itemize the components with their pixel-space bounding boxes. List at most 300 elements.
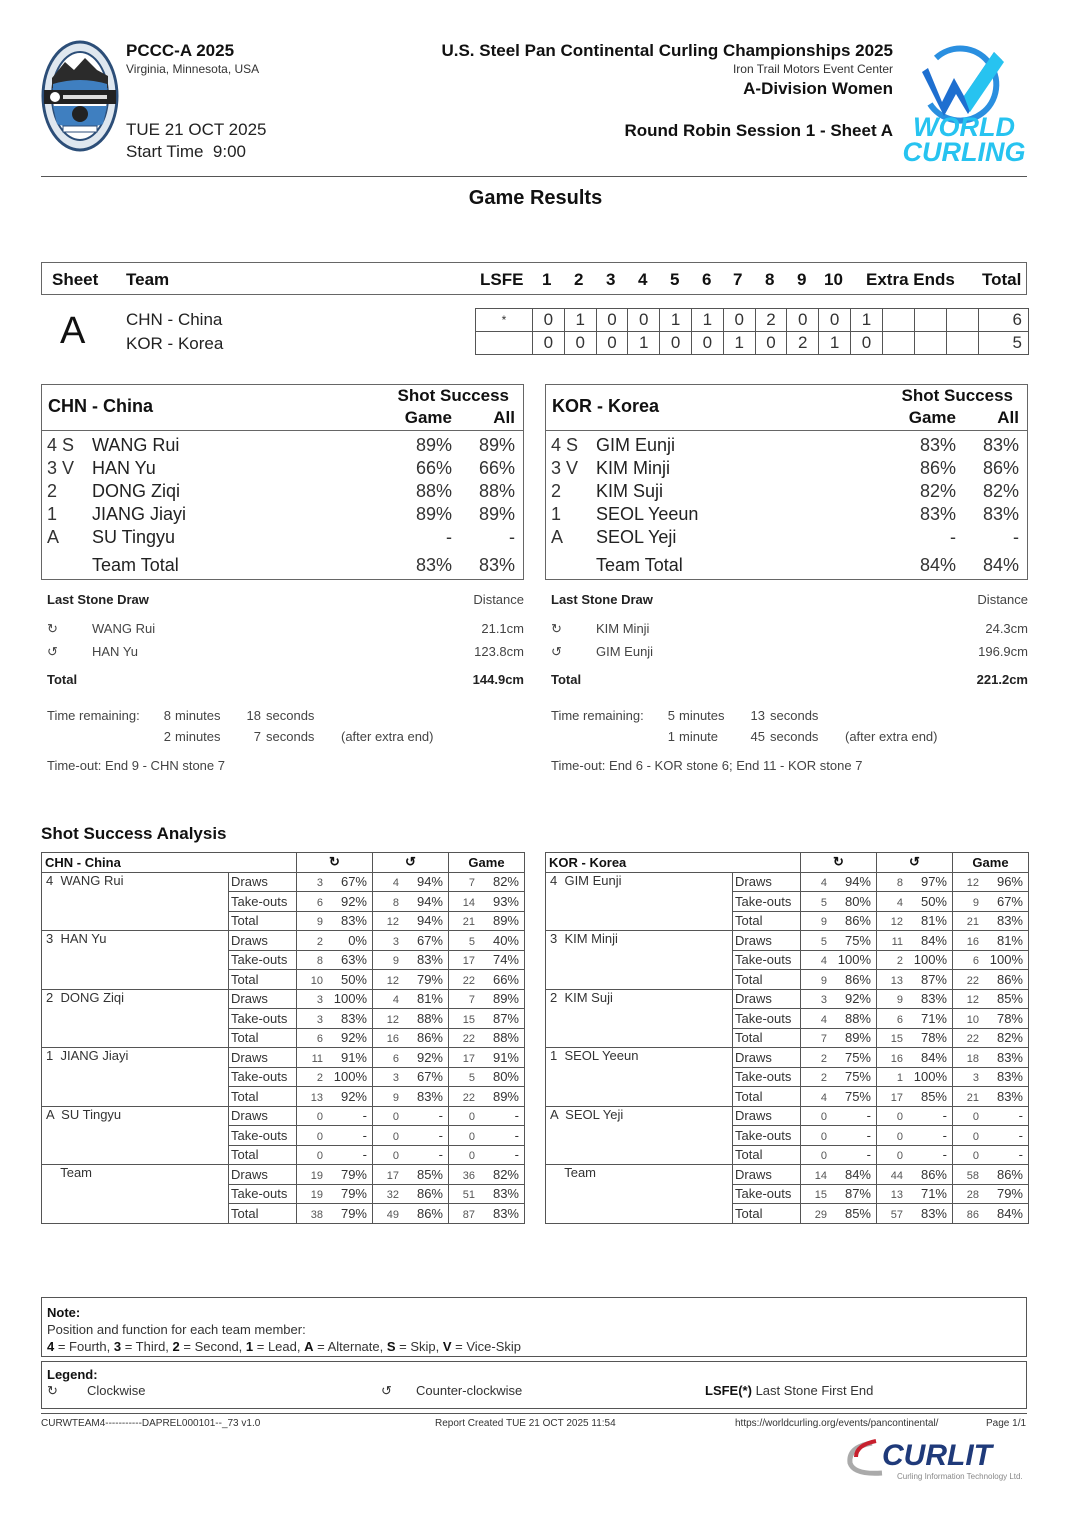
analysis-category: Draws bbox=[733, 1165, 801, 1185]
analysis-cell bbox=[297, 1009, 373, 1029]
shot-pct: 83% bbox=[920, 991, 947, 1007]
analysis-cell bbox=[449, 950, 525, 970]
shot-success-label: Shot Success bbox=[901, 386, 1013, 405]
shot-count: 2 bbox=[316, 1072, 323, 1085]
analysis-cell bbox=[877, 911, 953, 931]
shot-pct: 89% bbox=[492, 991, 519, 1007]
shot-pct: 87% bbox=[844, 1186, 871, 1202]
shot-count: 0 bbox=[820, 1111, 827, 1124]
shot-count: 16 bbox=[386, 1033, 399, 1046]
col-end-10: 10 bbox=[824, 270, 843, 289]
analysis-cell bbox=[953, 931, 1029, 951]
analysis-cell bbox=[877, 1145, 953, 1165]
shot-count: 3 bbox=[972, 1072, 979, 1085]
shot-count: 28 bbox=[966, 1189, 979, 1202]
shot-count: 9 bbox=[820, 974, 827, 987]
shot-pct: 88% bbox=[844, 1010, 871, 1026]
col-end-5: 5 bbox=[670, 270, 680, 289]
analysis-player: 4 GIM Eunji bbox=[546, 872, 733, 931]
team-summary-kor bbox=[545, 384, 1028, 580]
shot-count: 22 bbox=[462, 1033, 475, 1046]
player-game-pct: 86% bbox=[919, 458, 956, 478]
shot-pct: 0% bbox=[348, 932, 367, 948]
footer-divider bbox=[41, 1413, 1027, 1414]
analysis-cell bbox=[801, 872, 877, 892]
counter-clockwise-icon: ↺ bbox=[373, 853, 449, 873]
shot-pct: 83% bbox=[996, 1069, 1023, 1085]
analysis-cell bbox=[373, 1048, 449, 1068]
end-score: 0 bbox=[596, 332, 628, 355]
analysis-cell bbox=[801, 950, 877, 970]
note-key: 4 bbox=[47, 1339, 55, 1354]
analysis-player: 2 KIM Suji bbox=[546, 989, 733, 1048]
analysis-row bbox=[546, 1106, 1029, 1126]
shot-count: 1 bbox=[896, 1072, 903, 1085]
analysis-cell bbox=[297, 1087, 373, 1107]
player-all-pct: 66% bbox=[478, 458, 515, 478]
analysis-row bbox=[42, 1165, 525, 1185]
col-end-8: 8 bbox=[765, 270, 775, 289]
note-value: = Alternate, bbox=[313, 1339, 387, 1354]
shot-count: 29 bbox=[814, 1208, 827, 1221]
note-title: Note: bbox=[47, 1305, 81, 1320]
analysis-cell bbox=[449, 1028, 525, 1048]
shot-pct: - bbox=[514, 1108, 519, 1124]
lsd-total-row bbox=[41, 672, 524, 695]
note-items bbox=[47, 1339, 521, 1354]
session-title: Round Robin Session 1 - Sheet A bbox=[624, 121, 893, 140]
player-row bbox=[42, 525, 523, 548]
lsd-distance: 21.1cm bbox=[481, 621, 524, 636]
analysis-category: Take-outs bbox=[229, 1009, 297, 1029]
analysis-cell bbox=[801, 911, 877, 931]
analysis-title: Shot Success Analysis bbox=[41, 824, 227, 843]
analysis-cell bbox=[297, 1165, 373, 1185]
analysis-player: A SU Tingyu bbox=[42, 1106, 229, 1165]
analysis-category: Draws bbox=[229, 872, 297, 892]
shot-pct: 71% bbox=[920, 1186, 947, 1202]
shot-pct: 94% bbox=[416, 893, 443, 909]
legend-lsfe-key: LSFE(*) bbox=[705, 1383, 752, 1398]
lsd-distance: 24.3cm bbox=[985, 621, 1028, 636]
shot-pct: 84% bbox=[844, 1166, 871, 1182]
analysis-cell bbox=[373, 1028, 449, 1048]
lsd-total: 221.2cm bbox=[976, 672, 1028, 687]
all-label: All bbox=[997, 408, 1019, 427]
report-url[interactable]: https://worldcurling.org/events/pancontinental/ bbox=[735, 1418, 939, 1429]
shot-pct: 50% bbox=[920, 893, 947, 909]
analysis-cell bbox=[373, 872, 449, 892]
lsfe-cell bbox=[476, 332, 533, 355]
wc-logo-text-1: WORLD bbox=[913, 112, 1015, 142]
player-position: 3 V bbox=[551, 458, 579, 478]
analysis-player: 3 HAN Yu bbox=[42, 931, 229, 990]
player-game-pct: 89% bbox=[415, 504, 452, 524]
player-name: WANG Rui bbox=[92, 435, 180, 455]
analysis-cell bbox=[373, 1067, 449, 1087]
counter-clockwise-icon: ↺ bbox=[381, 1383, 392, 1398]
shot-pct: 85% bbox=[416, 1166, 443, 1182]
analysis-cell bbox=[877, 989, 953, 1009]
analysis-row bbox=[546, 931, 1029, 951]
shot-pct: 79% bbox=[340, 1166, 367, 1182]
shot-count: 6 bbox=[392, 1052, 399, 1065]
shot-pct: 81% bbox=[920, 913, 947, 929]
scoreboard-grid bbox=[475, 308, 1029, 355]
event-venue: Iron Trail Motors Event Center bbox=[732, 62, 893, 76]
analysis-cell bbox=[801, 1028, 877, 1048]
time-seconds-unit: seconds bbox=[266, 708, 315, 723]
shot-count: 18 bbox=[966, 1052, 979, 1065]
shot-pct: 83% bbox=[340, 913, 367, 929]
lsd-player: GIM Eunji bbox=[596, 644, 654, 659]
shot-count: 2 bbox=[896, 955, 903, 968]
analysis-cell bbox=[953, 1048, 1029, 1068]
clockwise-icon: ↻ bbox=[551, 621, 562, 636]
shot-count: 9 bbox=[392, 1091, 399, 1104]
shot-success-label: Shot Success bbox=[397, 386, 509, 405]
analysis-cell bbox=[877, 1126, 953, 1146]
shot-pct: 94% bbox=[416, 874, 443, 890]
col-end-4: 4 bbox=[638, 270, 648, 289]
analysis-cell bbox=[877, 872, 953, 892]
analysis-cell bbox=[297, 1067, 373, 1087]
note-value: = Vice-Skip bbox=[451, 1339, 522, 1354]
end-score: 0 bbox=[564, 332, 596, 355]
col-end-1: 1 bbox=[542, 270, 552, 289]
analysis-category: Draws bbox=[733, 931, 801, 951]
shot-pct: 89% bbox=[844, 1030, 871, 1046]
analysis-cell bbox=[297, 911, 373, 931]
lsd-distance: 196.9cm bbox=[978, 644, 1028, 659]
analysis-cell bbox=[953, 970, 1029, 990]
lsd-header bbox=[545, 592, 1028, 615]
analysis-cell bbox=[877, 1067, 953, 1087]
shot-count: 12 bbox=[966, 994, 979, 1007]
analysis-category: Total bbox=[229, 1087, 297, 1107]
event-location: Virginia, Minnesota, USA bbox=[126, 62, 260, 76]
shot-count: 4 bbox=[820, 955, 827, 968]
shot-pct: 78% bbox=[920, 1030, 947, 1046]
shot-pct: 67% bbox=[996, 893, 1023, 909]
analysis-cell bbox=[801, 1165, 877, 1185]
shot-pct: 87% bbox=[492, 1010, 519, 1026]
player-name: SU Tingyu bbox=[92, 527, 176, 547]
end-score: 1 bbox=[723, 332, 755, 355]
extra-end-score bbox=[914, 332, 946, 355]
shot-count: 13 bbox=[310, 1091, 323, 1104]
shot-count: 21 bbox=[462, 916, 475, 929]
shot-count: 12 bbox=[386, 916, 399, 929]
player-position: 1 bbox=[47, 504, 58, 524]
shot-pct: 87% bbox=[920, 971, 947, 987]
shot-count: 21 bbox=[966, 1091, 979, 1104]
note-key: 1 bbox=[245, 1339, 254, 1354]
analysis-cell bbox=[297, 1184, 373, 1204]
shot-count: 17 bbox=[386, 1169, 399, 1182]
shot-pct: 66% bbox=[492, 971, 519, 987]
shot-count: 0 bbox=[316, 1111, 323, 1124]
player-row bbox=[42, 456, 523, 479]
analysis-cell bbox=[801, 931, 877, 951]
analysis-cell bbox=[373, 950, 449, 970]
game-label: Game bbox=[908, 408, 956, 427]
event-date: TUE 21 OCT 2025 bbox=[126, 120, 267, 139]
team-total-label: Team Total bbox=[92, 555, 179, 575]
analysis-cell bbox=[801, 1106, 877, 1126]
note-box bbox=[41, 1297, 1027, 1357]
end-score: 2 bbox=[755, 309, 787, 332]
shot-pct: 81% bbox=[996, 932, 1023, 948]
analysis-cell bbox=[953, 950, 1029, 970]
analysis-row bbox=[42, 872, 525, 892]
shot-pct: 74% bbox=[492, 952, 519, 968]
analysis-cell bbox=[953, 892, 1029, 912]
time-minutes-unit: minutes bbox=[679, 708, 725, 723]
shot-count: 6 bbox=[896, 1013, 903, 1026]
shot-pct: 91% bbox=[492, 1049, 519, 1065]
analysis-category: Total bbox=[229, 1145, 297, 1165]
analysis-cell bbox=[297, 1106, 373, 1126]
shot-count: 9 bbox=[896, 994, 903, 1007]
col-end-9: 9 bbox=[797, 270, 807, 289]
team-total-row bbox=[546, 553, 1027, 576]
analysis-category: Take-outs bbox=[733, 1009, 801, 1029]
analysis-cell bbox=[297, 989, 373, 1009]
lsd-player: WANG Rui bbox=[92, 621, 156, 636]
lsd-player: KIM Minji bbox=[596, 621, 650, 636]
shot-count: 86 bbox=[966, 1208, 979, 1221]
last-stone-draw-kor bbox=[545, 592, 1028, 695]
shot-pct: 82% bbox=[492, 1166, 519, 1182]
shot-pct: 67% bbox=[340, 874, 367, 890]
shot-pct: 89% bbox=[492, 913, 519, 929]
player-row bbox=[42, 502, 523, 525]
scoreboard-header bbox=[41, 262, 1027, 295]
shot-pct: 83% bbox=[492, 1205, 519, 1221]
shot-pct: 92% bbox=[340, 1030, 367, 1046]
player-game-pct: - bbox=[446, 527, 452, 547]
shot-pct: 97% bbox=[920, 874, 947, 890]
shot-count: 57 bbox=[890, 1208, 903, 1221]
shot-count: 8 bbox=[896, 877, 903, 890]
analysis-cell bbox=[953, 1106, 1029, 1126]
player-game-pct: 83% bbox=[919, 435, 956, 455]
analysis-player: Team bbox=[42, 1165, 229, 1224]
shot-pct: 78% bbox=[996, 1010, 1023, 1026]
legend-counter-clockwise: Counter-clockwise bbox=[416, 1383, 523, 1398]
lsd-row bbox=[41, 644, 524, 667]
shot-count: 2 bbox=[820, 1072, 827, 1085]
analysis-category: Take-outs bbox=[733, 950, 801, 970]
player-all-pct: 89% bbox=[478, 435, 515, 455]
shot-pct: 100% bbox=[913, 1069, 947, 1085]
shot-count: 4 bbox=[392, 994, 399, 1007]
lsd-total: 144.9cm bbox=[472, 672, 524, 687]
shot-pct: 100% bbox=[837, 952, 871, 968]
time-seconds: 18 bbox=[246, 708, 261, 723]
shot-pct: 40% bbox=[492, 932, 519, 948]
shot-count: 4 bbox=[820, 877, 827, 890]
shot-count: 19 bbox=[310, 1189, 323, 1202]
analysis-cell bbox=[877, 970, 953, 990]
analysis-cell bbox=[953, 1184, 1029, 1204]
end-score: 0 bbox=[596, 309, 628, 332]
analysis-cell bbox=[449, 1184, 525, 1204]
lsd-row bbox=[545, 621, 1028, 644]
player-position: A bbox=[47, 527, 60, 547]
extra-end-score: 0 bbox=[850, 332, 882, 355]
shot-pct: 79% bbox=[340, 1186, 367, 1202]
analysis-category: Total bbox=[733, 1028, 801, 1048]
player-all-pct: 88% bbox=[478, 481, 515, 501]
shot-pct: 92% bbox=[340, 893, 367, 909]
shot-count: 0 bbox=[392, 1130, 399, 1143]
game-label: Game bbox=[404, 408, 452, 427]
counter-clockwise-icon: ↺ bbox=[551, 644, 562, 659]
shot-pct: 94% bbox=[416, 913, 443, 929]
extra-end-score bbox=[946, 309, 978, 332]
player-name: KIM Minji bbox=[596, 458, 671, 478]
event-code: PCCC-A 2025 bbox=[126, 41, 235, 60]
col-end-6: 6 bbox=[702, 270, 712, 289]
analysis-cell bbox=[877, 931, 953, 951]
analysis-cell bbox=[449, 1204, 525, 1224]
shot-count: 51 bbox=[462, 1189, 475, 1202]
shot-pct: - bbox=[438, 1108, 443, 1124]
analysis-cell bbox=[373, 1165, 449, 1185]
team-total-row bbox=[42, 553, 523, 576]
col-extra-ends: Extra Ends bbox=[866, 270, 955, 289]
analysis-cell bbox=[373, 1106, 449, 1126]
shot-pct: 100% bbox=[913, 952, 947, 968]
player-all-pct: 83% bbox=[982, 504, 1019, 524]
analysis-category: Total bbox=[733, 1087, 801, 1107]
clockwise-icon: ↻ bbox=[801, 853, 877, 873]
analysis-cell bbox=[449, 989, 525, 1009]
shot-pct: 81% bbox=[416, 991, 443, 1007]
player-game-pct: 89% bbox=[415, 435, 452, 455]
player-name: DONG Ziqi bbox=[92, 481, 181, 501]
analysis-cell bbox=[801, 1087, 877, 1107]
end-score: 0 bbox=[691, 332, 723, 355]
shot-count: 14 bbox=[814, 1169, 827, 1182]
analysis-cell bbox=[801, 1126, 877, 1146]
analysis-cell bbox=[297, 892, 373, 912]
analysis-cell bbox=[801, 1145, 877, 1165]
shot-pct: - bbox=[942, 1147, 947, 1163]
analysis-cell bbox=[297, 1048, 373, 1068]
analysis-cell bbox=[877, 892, 953, 912]
player-all-pct: 86% bbox=[982, 458, 1019, 478]
team-all-pct: 84% bbox=[982, 555, 1019, 575]
total-score: 6 bbox=[978, 309, 1028, 332]
shot-pct: 84% bbox=[920, 1049, 947, 1065]
shot-pct: 85% bbox=[844, 1205, 871, 1221]
analysis-cell bbox=[953, 1204, 1029, 1224]
analysis-cell bbox=[449, 872, 525, 892]
shot-pct: 86% bbox=[416, 1186, 443, 1202]
analysis-cell bbox=[373, 931, 449, 951]
timeout-kor: Time-out: End 6 - KOR stone 6; End 11 - KOR stone 7 bbox=[551, 758, 863, 773]
analysis-category: Draws bbox=[229, 1106, 297, 1126]
shot-pct: - bbox=[1018, 1127, 1023, 1143]
analysis-cell bbox=[877, 1087, 953, 1107]
lsfe-cell: * bbox=[476, 309, 533, 332]
world-curling-logo bbox=[898, 40, 1030, 166]
analysis-cell bbox=[449, 1009, 525, 1029]
shot-pct: 86% bbox=[844, 913, 871, 929]
team-game-pct: 83% bbox=[415, 555, 452, 575]
end-score: 0 bbox=[628, 309, 660, 332]
analysis-cell bbox=[953, 1126, 1029, 1146]
player-row bbox=[42, 479, 523, 502]
time-minutes: 8 bbox=[163, 708, 171, 723]
player-row bbox=[546, 456, 1027, 479]
analysis-cell bbox=[373, 1184, 449, 1204]
counter-clockwise-icon: ↺ bbox=[47, 644, 58, 659]
shot-count: 4 bbox=[820, 1091, 827, 1104]
analysis-cell bbox=[877, 950, 953, 970]
legend-title: Legend: bbox=[47, 1367, 98, 1382]
shot-pct: 93% bbox=[492, 893, 519, 909]
lsd-player: HAN Yu bbox=[92, 644, 139, 659]
shot-pct: 67% bbox=[416, 932, 443, 948]
shot-pct: 80% bbox=[844, 893, 871, 909]
player-row bbox=[546, 433, 1027, 456]
analysis-category: Draws bbox=[733, 872, 801, 892]
curlit-logo bbox=[842, 1437, 1028, 1483]
player-name: HAN Yu bbox=[92, 458, 156, 478]
analysis-category: Draws bbox=[733, 989, 801, 1009]
shot-pct: 86% bbox=[920, 1166, 947, 1182]
shot-pct: 92% bbox=[844, 991, 871, 1007]
shot-count: 7 bbox=[468, 877, 475, 890]
analysis-category: Take-outs bbox=[733, 892, 801, 912]
analysis-cell bbox=[297, 931, 373, 951]
time-minutes-unit: minutes bbox=[175, 708, 221, 723]
shot-pct: 85% bbox=[996, 991, 1023, 1007]
extra-end-score: 1 bbox=[850, 309, 882, 332]
shot-pct: 86% bbox=[416, 1030, 443, 1046]
shot-count: 3 bbox=[392, 935, 399, 948]
shot-count: 0 bbox=[896, 1150, 903, 1163]
col-end-7: 7 bbox=[733, 270, 743, 289]
col-team: Team bbox=[126, 270, 170, 289]
shot-pct: - bbox=[362, 1147, 367, 1163]
analysis-category: Take-outs bbox=[229, 1067, 297, 1087]
shot-count: 6 bbox=[316, 1033, 323, 1046]
shot-count: 0 bbox=[392, 1111, 399, 1124]
player-name: SEOL Yeji bbox=[596, 527, 677, 547]
end-score: 2 bbox=[787, 332, 819, 355]
analysis-cell bbox=[953, 1067, 1029, 1087]
shot-count: 2 bbox=[316, 935, 323, 948]
analysis-cell bbox=[373, 1087, 449, 1107]
player-position: 3 V bbox=[47, 458, 75, 478]
analysis-category: Take-outs bbox=[229, 950, 297, 970]
shot-count: 19 bbox=[310, 1169, 323, 1182]
extra-end-score bbox=[946, 332, 978, 355]
shot-pct: 83% bbox=[996, 1049, 1023, 1065]
analysis-cell bbox=[449, 1145, 525, 1165]
analysis-cell bbox=[373, 1009, 449, 1029]
summary-header bbox=[546, 385, 1027, 431]
time-note: (after extra end) bbox=[845, 729, 938, 744]
time-note: (after extra end) bbox=[341, 729, 434, 744]
note-value: = Skip, bbox=[395, 1339, 443, 1354]
analysis-category: Take-outs bbox=[229, 1126, 297, 1146]
